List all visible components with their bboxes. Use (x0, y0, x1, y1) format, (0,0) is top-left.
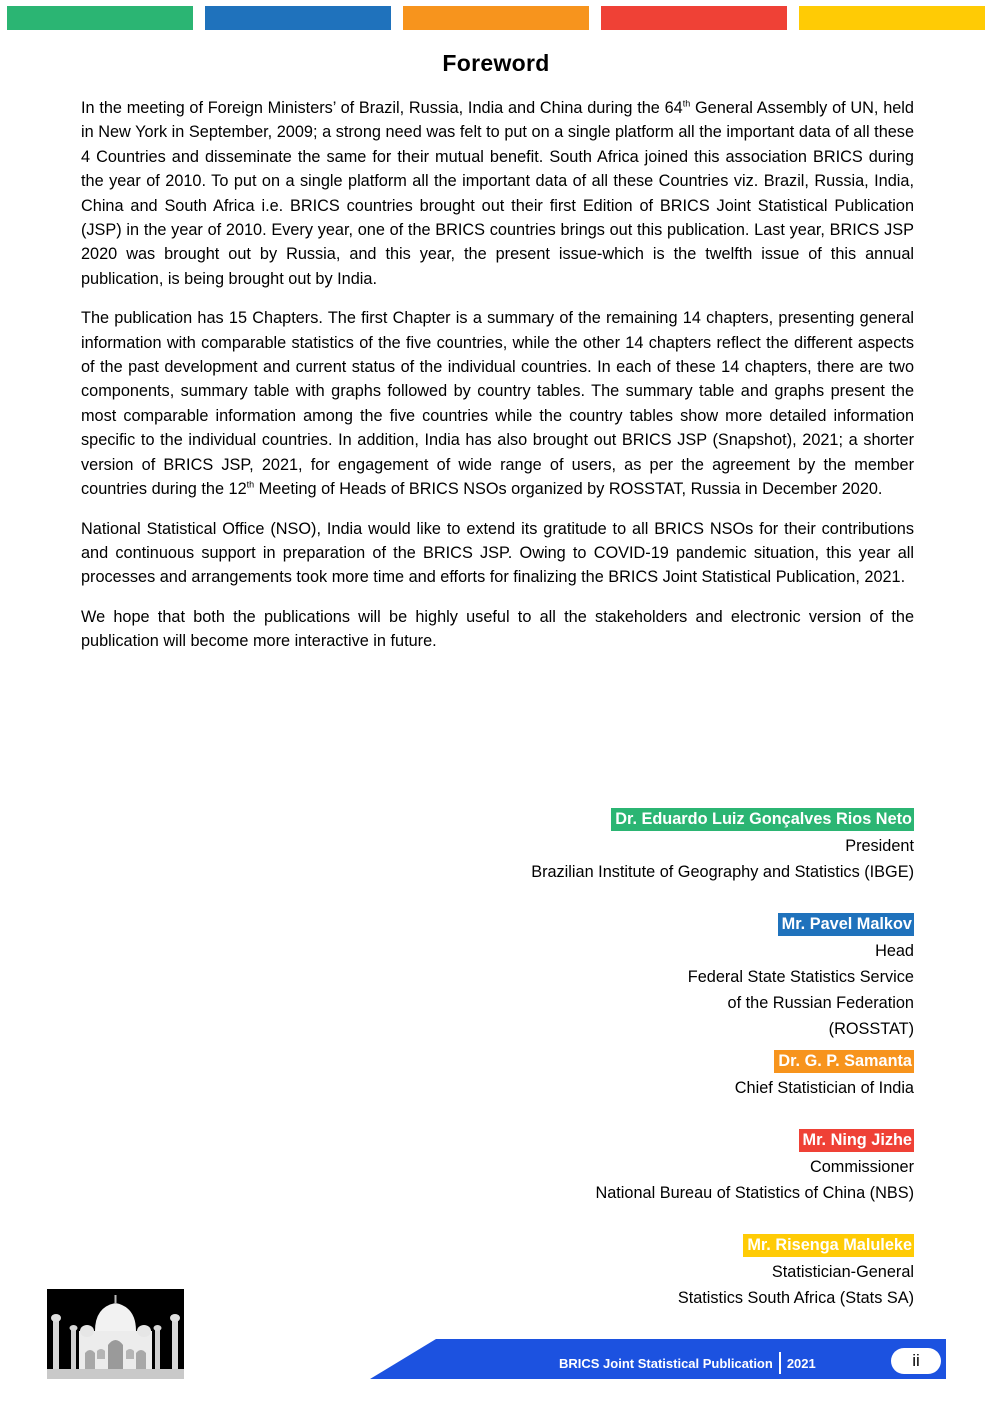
footer-caption (559, 1352, 816, 1374)
signatory-south-africa (314, 1232, 914, 1311)
signatory-name: Mr. Pavel Malkov (778, 913, 914, 936)
color-bar-blue (205, 6, 391, 30)
ordinal-suffix: th (246, 479, 255, 490)
paragraph-4: We hope that both the publications will be highly useful to all the stakeholders and electronic version of the publication will become more interactive in future. (81, 607, 914, 651)
paragraph-2-text-a: The publication has 15 Chapters. The first Chapter is a summary of the remaining 14 chapters, presenting general information with comparable statistics of the five countries, while the other 14 chapters reflect the different aspects of the past development and current status of the individual countries. In each of these 14 chapters, there are two components, summary table with graphs followed by country tables. The summary table and graphs present the most comparable information among the five countries while the country tables show more detailed information specific to the individual countries. In addition, India has also brought out BRICS JSP (Snapshot), 2021; a shorter version of BRICS JSP, 2021, for engagement of wide range of users, as per the agreement by the member countries during the 12 (81, 309, 914, 499)
signatory-org: (ROSSTAT) (828, 1020, 914, 1038)
paragraph-1-text-a: In the meeting of Foreign Ministers’ of Brazil, Russia, India and China during the 64 (81, 99, 683, 117)
paragraph-3: National Statistical Office (NSO), India would like to extend its gratitude to all BRICS NSOs for their contributions and continuous support in preparation of the BRICS JSP. Owing to COVID-19 pandemic situation, this year all processes and arrangements took more time and efforts for finalizing the BRICS Joint Statistical Publication, 2021. (81, 519, 914, 587)
signatory-role: Head (875, 942, 914, 960)
signatory-brazil (314, 806, 914, 885)
signatory-org: National Bureau of Statistics of China (NBS) (595, 1184, 914, 1202)
paragraph-2-text-b: Meeting of Heads of BRICS NSOs organized by ROSSTAT, Russia in December 2020. (254, 480, 883, 499)
signatory-role: Statistician-General (771, 1263, 914, 1281)
paragraph-2 (81, 306, 914, 501)
color-bar-orange (403, 6, 589, 30)
signatory-org: Federal State Statistics Service (687, 968, 914, 986)
ordinal-suffix: th (682, 98, 691, 109)
signatory-role: Commissioner (809, 1158, 914, 1176)
taj-mahal-icon (47, 1289, 184, 1379)
color-bar-red (601, 6, 787, 30)
signatory-name: Mr. Ning Jizhe (799, 1129, 914, 1152)
signatory-role: Chief Statistician of India (734, 1079, 914, 1097)
signatory-name: Dr. Eduardo Luiz Gonçalves Rios Neto (611, 808, 914, 831)
foreword-body (81, 96, 914, 669)
footer-separator (779, 1352, 781, 1374)
brics-color-bars (7, 6, 985, 30)
footer-publication-name: BRICS Joint Statistical Publication (559, 1355, 773, 1371)
color-bar-yellow (799, 6, 985, 30)
signatory-russia (314, 911, 914, 1042)
signatory-india (314, 1048, 914, 1101)
signatories (314, 806, 914, 1337)
page-title: Foreword (442, 50, 550, 76)
signatory-name: Dr. G. P. Samanta (774, 1050, 914, 1073)
signatory-org: of the Russian Federation (727, 994, 914, 1012)
page-number: ii (891, 1348, 941, 1374)
signatory-role: President (845, 837, 914, 855)
signatory-name: Mr. Risenga Maluleke (743, 1234, 914, 1257)
signatory-china (314, 1127, 914, 1206)
signatory-org: Brazilian Institute of Geography and Statistics (IBGE) (531, 863, 914, 881)
color-bar-green (7, 6, 193, 30)
paragraph-1-text-b: General Assembly of UN, held in New York in September, 2009; a strong need was felt to put on a single platform all the important data of all these 4 Countries and disseminate the same for their mutual benefit. South Africa joined this association BRICS during the year of 2010. To put on a single platform all the important data of all these Countries viz. Brazil, Russia, India, China and South Africa i.e. BRICS countries brought out their first Edition of BRICS Joint Statistical Publication (JSP) in the year of 2010. Every year, one of the BRICS countries brings out this publication. Last year, BRICS JSP 2020 was brought out by Russia, and this year, the present issue-which is the twelfth issue of this annual publication, is being brought out by India. (81, 99, 914, 288)
signatory-org: Statistics South Africa (Stats SA) (677, 1289, 914, 1307)
paragraph-1 (81, 96, 914, 291)
footer-year: 2021 (786, 1355, 816, 1371)
